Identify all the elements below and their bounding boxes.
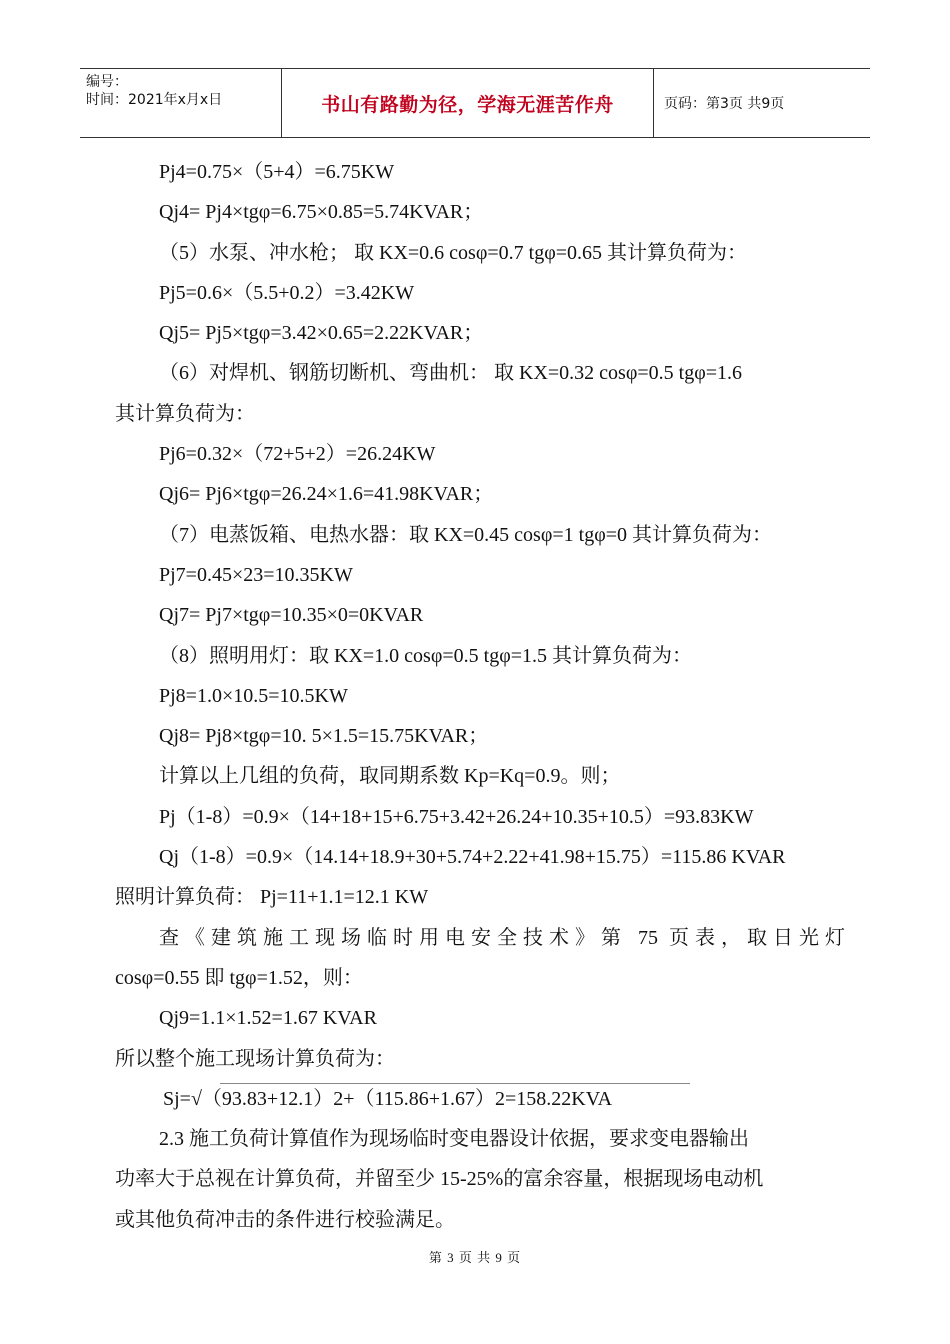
document-body: [115, 152, 845, 1240]
number-label: 编号：: [86, 74, 128, 90]
formula-line: Qj7= Pj7×tgφ=10.35×0=0KVAR: [159, 604, 424, 627]
formula-line: Pj7=0.45×23=10.35KW: [159, 563, 353, 586]
formula-line: Qj4= Pj4×tgφ=6.75×0.85=5.74KVAR；: [159, 201, 484, 224]
formula-line: Qj9=1.1×1.52=1.67 KVAR: [159, 1007, 377, 1030]
radical-overbar: [220, 1083, 690, 1084]
time-label: 时间：2021年x月x日: [86, 92, 223, 108]
formula-line: Qj6= Pj6×tgφ=26.24×1.6=41.98KVAR；: [159, 483, 494, 506]
header-motto-cell: [282, 69, 654, 137]
item-heading: （6）对焊机、钢筋切断机、弯曲机： 取 KX=0.32 cosφ=0.5 tgφ=1.6: [159, 362, 743, 385]
formula-line: Pj8=1.0×10.5=10.5KW: [159, 684, 348, 707]
paragraph-line: 2.3 施工负荷计算值作为现场临时变电器设计依据，要求变电器输出: [159, 1128, 749, 1151]
sqrt-formula-line: [115, 1079, 845, 1119]
document-header: [80, 68, 870, 138]
formula-line: Pj5=0.6×（5.5+0.2）=3.42KW: [159, 281, 415, 304]
motto: 书山有路勤为径，学海无涯苦作舟: [321, 93, 614, 116]
item-heading: （7）电蒸饭箱、电热水器：取 KX=0.45 cosφ=1 tgφ=0 其计算负荷为：: [159, 523, 773, 546]
paragraph-line: 或其他负荷冲击的条件进行校验满足。: [115, 1208, 455, 1231]
text-line: 计算以上几组的负荷，取同期系数 Kp=Kq=0.9。则；: [159, 765, 621, 788]
header-meta: [80, 69, 282, 137]
formula-line: Qj5= Pj5×tgφ=3.42×0.65=2.22KVAR；: [159, 322, 484, 345]
formula-line: Pj4=0.75×（5+4）=6.75KW: [159, 161, 395, 183]
item-heading: （8）照明用灯：取 KX=1.0 cosφ=0.5 tgφ=1.5 其计算负荷为：: [159, 644, 693, 667]
page-label: 页码：第3页 共9页: [664, 96, 785, 112]
page-footer: 第 3 页 共 9 页: [428, 1250, 522, 1265]
text-line: 照明计算负荷： Pj=11+1.1=12.1 KW: [115, 886, 429, 909]
formula-line: Qj（1-8）=0.9×（14.14+18.9+30+5.74+2.22+41.98+15.75）=115.86 KVAR: [159, 846, 786, 869]
header-page-cell: [654, 69, 870, 137]
formula-line: Pj6=0.32×（72+5+2）=26.24KW: [159, 443, 436, 466]
text-line: 查《建筑施工现场临时用电安全技术》第 75 页表，取日光灯: [159, 926, 845, 949]
formula-line: Qj8= Pj8×tgφ=10. 5×1.5=15.75KVAR；: [159, 725, 489, 748]
sqrt-formula-text: Sj=√（93.83+12.1）2+（115.86+1.67）2=158.22KVA: [163, 1087, 613, 1110]
text-line: 其计算负荷为：: [115, 402, 255, 425]
text-line: cosφ=0.55 即 tgφ=1.52，则：: [115, 966, 363, 989]
item-heading: （5）水泵、冲水枪； 取 KX=0.6 cosφ=0.7 tgφ=0.65 其计算负荷为：: [159, 241, 748, 264]
text-line: 所以整个施工现场计算负荷为：: [115, 1047, 395, 1070]
formula-line: Pj（1-8）=0.9×（14+18+15+6.75+3.42+26.24+10.35+10.5）=93.83KW: [159, 805, 754, 828]
paragraph-line: 功率大于总视在计算负荷，并留至少 15-25%的富余容量，根据现场电动机: [115, 1168, 764, 1191]
